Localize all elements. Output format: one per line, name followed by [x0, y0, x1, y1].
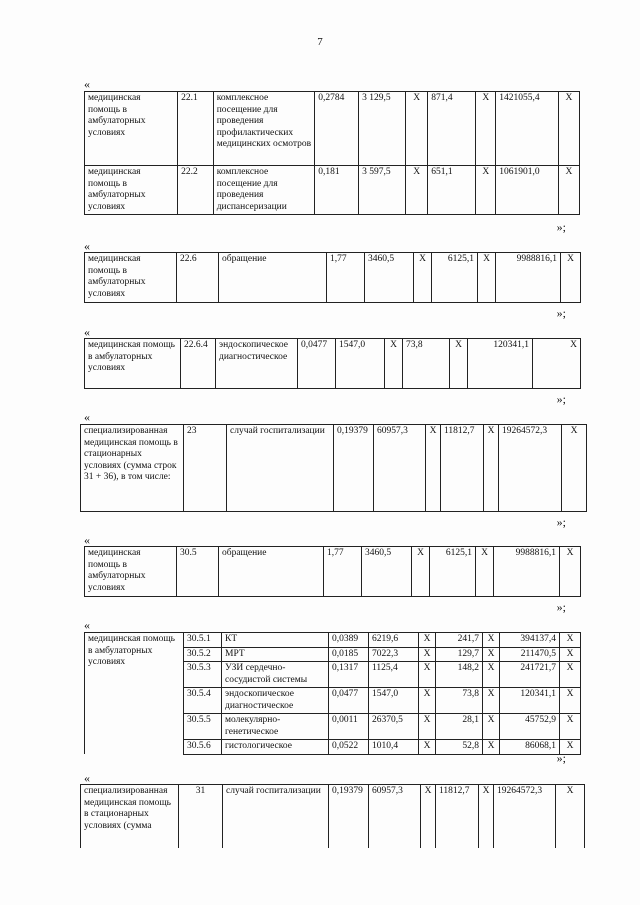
cell-cost: 3460,5 [365, 253, 414, 303]
cell-code: 30.5.2 [184, 647, 222, 662]
cell-value: 241,7 [436, 633, 483, 648]
table-row [85, 633, 581, 648]
opening-quote: « [84, 533, 90, 547]
opening-quote: « [84, 325, 90, 339]
cell-cost: 1547,0 [369, 688, 419, 714]
cell-code: 22.1 [178, 92, 214, 166]
cell-x: X [560, 688, 581, 714]
cell-total: 211470,5 [500, 647, 560, 662]
cell-total: 19264572,3 [494, 785, 556, 848]
cell-value: 871,4 [428, 92, 476, 166]
page-number: 7 [317, 36, 323, 48]
table-1 [84, 91, 580, 215]
cell-x: X [414, 253, 432, 303]
cell-total: 241721,7 [500, 662, 560, 688]
cell-unit: эндоскопическое диагностическое [222, 688, 329, 714]
cell-x: X [561, 253, 581, 303]
cell-x: X [560, 647, 581, 662]
cell-name: медицинская помощь в амбулаторных условиях [85, 547, 177, 597]
closing-quote: »; [556, 392, 566, 406]
cell-code: 22.6.4 [181, 339, 216, 389]
cell-norm: 0,0185 [329, 647, 369, 662]
cell-x: X [426, 425, 441, 512]
cell-unit: эндоскопическое диагностическое [216, 339, 298, 389]
cell-x: X [483, 740, 500, 755]
cell-x: X [478, 253, 496, 303]
cell-norm: 0,19379 [334, 425, 374, 512]
cell-code: 30.5.6 [184, 740, 222, 755]
cell-x: X [450, 339, 468, 389]
cell-norm: 0,0522 [329, 740, 369, 755]
cell-unit: МРТ [222, 647, 329, 662]
cell-unit: КТ [222, 633, 329, 648]
cell-x: X [484, 425, 499, 512]
table-row [85, 339, 581, 389]
cell-norm: 0,0011 [329, 714, 369, 740]
table-row [81, 425, 587, 512]
cell-name: специализированная медицинская помощь в стационарных условиях (сумма строк 31 + 36), в том числе: [81, 425, 184, 512]
cell-x: X [560, 547, 581, 597]
cell-total: 9988816,1 [496, 253, 561, 303]
cell-x: X [558, 92, 579, 166]
cell-x: X [483, 714, 500, 740]
table-3 [84, 338, 581, 389]
cell-value: 6125,1 [432, 253, 478, 303]
cell-x: X [406, 166, 428, 215]
cell-unit: случай госпитализации [223, 785, 329, 848]
cell-x: X [558, 166, 579, 215]
cell-norm: 0,19379 [329, 785, 369, 848]
cell-norm: 0,181 [315, 166, 359, 215]
opening-quote: « [84, 771, 90, 785]
table-5 [84, 546, 581, 597]
closing-quote: »; [556, 751, 566, 765]
cell-norm: 0,0389 [329, 633, 369, 648]
cell-name: медицинская помощь в амбулаторных условиях [85, 166, 178, 215]
cell-x: X [560, 714, 581, 740]
table-row [85, 547, 581, 597]
cell-x: X [419, 740, 436, 755]
cell-value: 651,1 [428, 166, 476, 215]
cell-value: 148,2 [436, 662, 483, 688]
cell-norm: 0,2784 [315, 92, 359, 166]
cell-total: 1421055,4 [496, 92, 559, 166]
cell-code: 30.5 [177, 547, 219, 597]
cell-code: 22.6 [177, 253, 219, 303]
cell-unit: обращение [219, 547, 324, 597]
cell-x: X [419, 662, 436, 688]
cell-name: медицинская помощь в амбулаторных условиях [85, 633, 184, 755]
cell-value: 129,7 [436, 647, 483, 662]
cell-unit: молекулярно-генетическое [222, 714, 329, 740]
cell-unit: комплексное посещение для проведения диспансеризации [213, 166, 315, 215]
cell-norm: 1,77 [324, 547, 362, 597]
cell-value: 28,1 [436, 714, 483, 740]
cell-code: 30.5.4 [184, 688, 222, 714]
cell-code: 30.5.1 [184, 633, 222, 648]
cell-cost: 1010,4 [369, 740, 419, 755]
cell-unit: обращение [219, 253, 327, 303]
closing-quote: »; [556, 306, 566, 320]
cell-total: 120341,1 [500, 688, 560, 714]
cell-unit: комплексное посещение для проведения профилактических медицинских осмотров [213, 92, 315, 166]
cell-cost: 6219,6 [369, 633, 419, 648]
cell-x: X [483, 662, 500, 688]
cell-value: 73,8 [436, 688, 483, 714]
cell-total: 394137,4 [500, 633, 560, 648]
cell-total: 9988816,1 [494, 547, 560, 597]
cell-x: X [476, 92, 496, 166]
cell-code: 30.5.5 [184, 714, 222, 740]
table-row [85, 253, 581, 303]
cell-x: X [483, 647, 500, 662]
cell-x: X [483, 688, 500, 714]
cell-x: X [419, 714, 436, 740]
cell-cost: 60957,3 [369, 785, 421, 848]
cell-x: X [412, 547, 430, 597]
cell-value: 52,8 [436, 740, 483, 755]
cell-total: 19264572,3 [499, 425, 562, 512]
closing-quote: »; [556, 600, 566, 614]
cell-x: X [556, 785, 585, 848]
table-4 [80, 424, 587, 512]
cell-cost: 7022,3 [369, 647, 419, 662]
cell-total: 45752,9 [500, 714, 560, 740]
cell-norm: 0,0477 [329, 688, 369, 714]
table-row [85, 166, 580, 215]
cell-x: X [479, 785, 494, 848]
cell-name: медицинская помощь в амбулаторных условиях [85, 253, 177, 303]
cell-norm: 0,1317 [329, 662, 369, 688]
cell-unit: УЗИ сердечно-сосудистой системы [222, 662, 329, 688]
cell-cost: 60957,3 [374, 425, 426, 512]
table-7 [80, 784, 585, 848]
cell-cost: 26370,5 [369, 714, 419, 740]
cell-value: 11812,7 [441, 425, 484, 512]
table-2 [84, 252, 581, 303]
table-6 [84, 632, 581, 755]
closing-quote: »; [556, 220, 566, 234]
cell-code: 31 [179, 785, 223, 848]
cell-cost: 1125,4 [369, 662, 419, 688]
cell-x: X [419, 688, 436, 714]
cell-total: 120341,1 [468, 339, 533, 389]
opening-quote: « [84, 239, 90, 253]
cell-x: X [406, 92, 428, 166]
cell-cost: 1547,0 [336, 339, 385, 389]
cell-name: медицинская помощь в амбулаторных условиях [85, 339, 181, 389]
cell-name: специализированная медицинская помощь в стационарных условиях (сумма [81, 785, 179, 848]
cell-total: 86068,1 [500, 740, 560, 755]
cell-cost: 3 597,5 [359, 166, 406, 215]
cell-code: 30.5.3 [184, 662, 222, 688]
cell-value: 73,8 [403, 339, 450, 389]
cell-norm: 1,77 [327, 253, 365, 303]
cell-x: X [560, 633, 581, 648]
cell-total: 1061901,0 [496, 166, 559, 215]
cell-unit: гистологическое [222, 740, 329, 755]
opening-quote: « [84, 77, 90, 91]
cell-value: 6125,1 [430, 547, 476, 597]
cell-x: X [419, 647, 436, 662]
cell-cost: 3460,5 [362, 547, 412, 597]
table-row [85, 92, 580, 166]
cell-name: медицинская помощь в амбулаторных условиях [85, 92, 178, 166]
cell-cost: 3 129,5 [359, 92, 406, 166]
cell-x: X [483, 633, 500, 648]
cell-x: X [476, 547, 494, 597]
cell-code: 23 [184, 425, 227, 512]
cell-x: X [533, 339, 581, 389]
opening-quote: « [84, 410, 90, 424]
cell-x: X [385, 339, 403, 389]
cell-x: X [421, 785, 436, 848]
cell-norm: 0,0477 [298, 339, 336, 389]
cell-x: X [476, 166, 496, 215]
table-row [81, 785, 585, 848]
opening-quote: « [84, 618, 90, 632]
cell-unit: случай госпитализации [227, 425, 334, 512]
closing-quote: »; [556, 515, 566, 529]
cell-x: X [560, 740, 581, 755]
cell-x: X [560, 662, 581, 688]
cell-value: 11812,7 [436, 785, 479, 848]
cell-x: X [562, 425, 587, 512]
cell-x: X [419, 633, 436, 648]
cell-code: 22.2 [178, 166, 214, 215]
